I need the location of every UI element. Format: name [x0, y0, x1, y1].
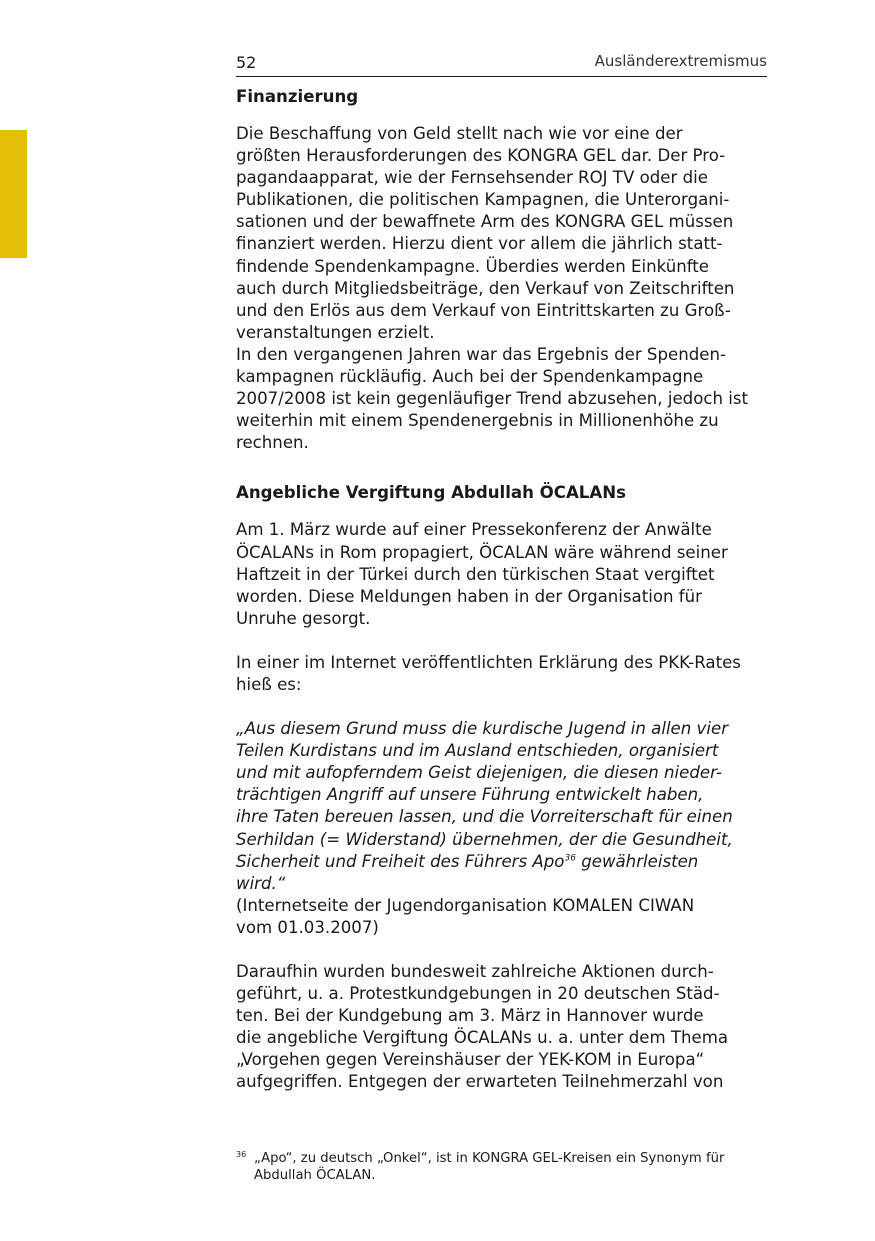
text-line: 2007/2008 ist kein gegenläufiger Trend abzusehen, jedoch ist — [236, 389, 749, 409]
text-line: größten Herausforderungen des KONGRA GEL dar. Der Pro- — [236, 146, 726, 166]
paragraph-poisoning-2 — [236, 652, 776, 696]
text-line: auch durch Mitgliedsbeiträge, den Verkauf von Zeitschriften — [236, 278, 735, 298]
text-line: (Internetseite der Jugendorganisation KOMALEN CIWAN — [236, 895, 695, 915]
footnote-line: Abdullah ÖCALAN. — [254, 1168, 376, 1183]
quote-line: trächtigen Angriff auf unsere Führung entwickelt haben, — [236, 785, 704, 805]
text-line: In einer im Internet veröffentlichten Erklärung des PKK-Rates — [236, 652, 741, 672]
text-line: finanziert werden. Hierzu dient vor allem die jährlich statt- — [236, 234, 723, 254]
text-line: Daraufhin wurden bundesweit zahlreiche Aktionen durch- — [236, 962, 714, 981]
text-line: Am 1. März wurde auf einer Pressekonferenz der Anwälte — [236, 520, 712, 540]
text-line: findende Spendenkampagne. Überdies werden Einkünfte — [236, 256, 710, 276]
quote-line: ihre Taten bereuen lassen, und die Vorreiterschaft für einen — [236, 807, 733, 827]
quote-line: „Aus diesem Grund muss die kurdische Jugend in allen vier — [236, 719, 729, 739]
text-line: worden. Diese Meldungen haben in der Organisation für — [236, 586, 702, 606]
footnote-reference: 36 — [564, 853, 576, 864]
footnote-line: „Apo“, zu deutsch „Onkel“, ist in KONGRA GEL-Kreisen ein Synonym für — [254, 1151, 725, 1166]
footnote-number: 36 — [236, 1150, 247, 1159]
paragraph-poisoning-1 — [236, 519, 776, 629]
section-heading-poisoning: Angebliche Vergiftung Abdullah ÖCALANs — [236, 483, 626, 503]
text-line: veranstaltungen erzielt. — [236, 322, 435, 342]
text-line: aufgegriffen. Entgegen der erwarteten Teilnehmerzahl von — [236, 1072, 724, 1092]
running-title: Ausländerextremismus — [594, 52, 767, 70]
text-line: Unruhe gesorgt. — [236, 608, 371, 628]
text-line: kampagnen rückläufig. Auch bei der Spendenkampagne — [236, 367, 704, 387]
chapter-color-tab — [0, 130, 27, 258]
text-line: Die Beschaffung von Geld stellt nach wie vor eine der — [236, 124, 683, 143]
text-line: hieß es: — [236, 674, 302, 694]
text-line: weiterhin mit einem Spendenergebnis in Millionenhöhe zu — [236, 411, 719, 431]
text-line: Publikationen, die politischen Kampagnen, die Unterorgani- — [236, 190, 730, 210]
quote-text: gewährleisten — [575, 851, 699, 871]
paragraph-financing-1 — [236, 123, 776, 344]
text-line: und den Erlös aus dem Verkauf von Eintrittskarten zu Groß- — [236, 300, 731, 320]
footnote-text — [254, 1150, 776, 1184]
quote-text: Sicherheit und Freiheit des Führers Apo — [236, 851, 565, 871]
quote-line: wird.“ — [236, 873, 286, 893]
page-header — [236, 51, 767, 77]
quote-line — [236, 851, 776, 873]
footnote — [236, 1150, 776, 1184]
quote-line: Serhildan (= Widerstand) übernehmen, der die Gesundheit, — [236, 829, 733, 849]
text-line: ÖCALANs in Rom propagiert, ÖCALAN wäre während seiner — [236, 542, 728, 562]
quote-line: und mit aufopferndem Geist diejenigen, die diesen nieder- — [236, 763, 722, 783]
block-quote — [236, 718, 776, 895]
text-line: geführt, u. a. Protestkundgebungen in 20 deutschen Städ- — [236, 984, 720, 1004]
quote-source — [236, 895, 776, 939]
text-line: pagandaapparat, wie der Fernsehsender ROJ TV oder die — [236, 168, 708, 188]
quote-line: Teilen Kurdistans und im Ausland entschieden, organisiert — [236, 741, 719, 761]
text-line: rechnen. — [236, 433, 309, 453]
text-line: vom 01.03.2007) — [236, 917, 379, 937]
text-line: In den vergangenen Jahren war das Ergebnis der Spenden- — [236, 344, 726, 364]
section-heading-financing: Finanzierung — [236, 87, 359, 106]
page-number: 52 — [236, 53, 257, 72]
text-line: die angebliche Vergiftung ÖCALANs u. a. unter dem Thema — [236, 1028, 729, 1048]
paragraph-financing-2 — [236, 344, 776, 454]
page-body — [236, 86, 776, 1094]
paragraph-poisoning-3 — [236, 961, 776, 1094]
text-line: ten. Bei der Kundgebung am 3. März in Hannover wurde — [236, 1006, 704, 1026]
text-line: Haftzeit in der Türkei durch den türkischen Staat vergiftet — [236, 564, 715, 584]
text-line: sationen und der bewaffnete Arm des KONGRA GEL müssen — [236, 212, 734, 232]
text-line: „Vorgehen gegen Vereinshäuser der YEK-KOM in Europa“ — [236, 1050, 705, 1070]
